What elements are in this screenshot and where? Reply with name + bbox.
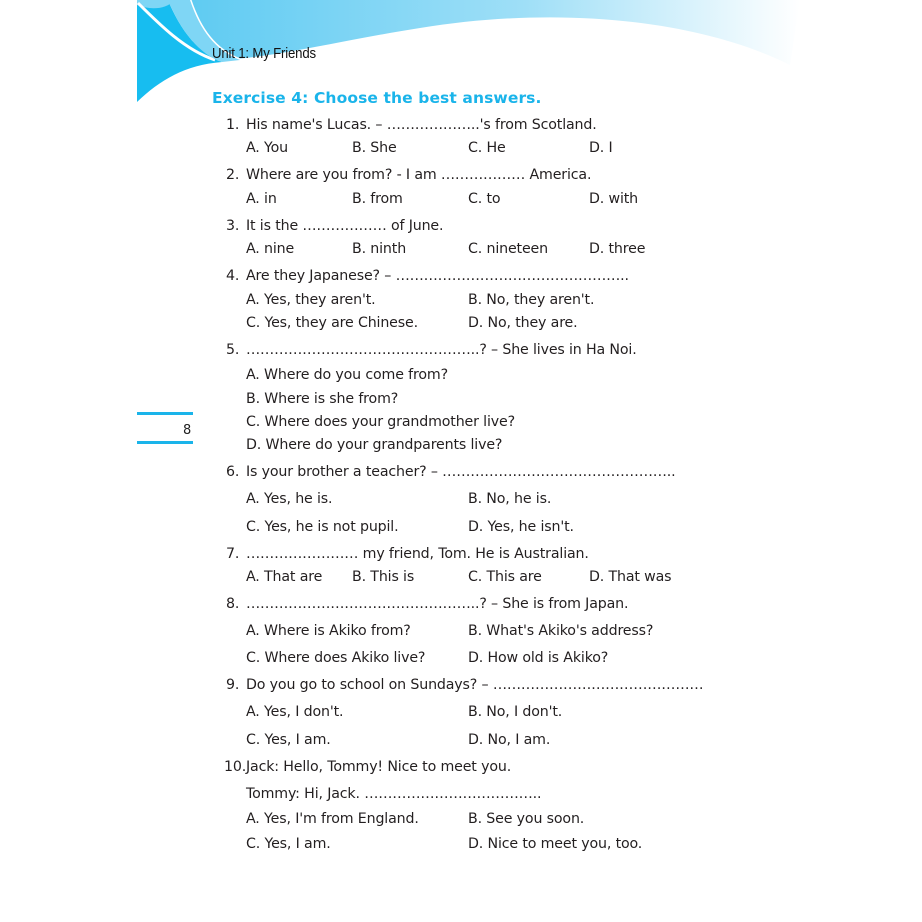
page-number: 8: [183, 423, 192, 438]
question-number: 4.: [226, 268, 240, 284]
option-d[interactable]: D. with: [589, 191, 638, 207]
option-b[interactable]: B. See you soon.: [468, 811, 585, 827]
option-d[interactable]: D. I: [589, 140, 613, 156]
question-number: 1.: [226, 117, 240, 133]
question-text: Jack: Hello, Tommy! Nice to meet you.: [246, 759, 512, 775]
option-d[interactable]: D. Yes, he isn't.: [468, 519, 574, 535]
option-c[interactable]: C. to: [468, 191, 501, 207]
question-text: It is the ……………… of June.: [246, 218, 444, 234]
option-b[interactable]: B. No, he is.: [468, 491, 552, 507]
option-d[interactable]: D. Nice to meet you, too.: [468, 836, 643, 852]
question-text: Is your brother a teacher? – …………………………………………..: [246, 464, 676, 480]
question-number: 3.: [226, 218, 240, 234]
option-b[interactable]: B. No, I don't.: [468, 704, 563, 720]
page-number-rule-bottom: [137, 441, 193, 444]
question-text: …………………………………………..? – She lives in Ha Noi.: [246, 342, 637, 358]
option-b[interactable]: B. from: [352, 191, 403, 207]
option-b[interactable]: B. No, they aren't.: [468, 292, 595, 308]
option-a[interactable]: A. Yes, I don't.: [246, 704, 344, 720]
option-a[interactable]: A. nine: [246, 241, 295, 257]
question-number: 6.: [226, 464, 240, 480]
option-b[interactable]: B. What's Akiko's address?: [468, 623, 654, 639]
option-b[interactable]: B. Where is she from?: [246, 391, 399, 407]
option-a[interactable]: A. Yes, I'm from England.: [246, 811, 419, 827]
option-c[interactable]: C. This are: [468, 569, 542, 585]
unit-title: Unit 1: My Friends: [212, 45, 316, 62]
option-a[interactable]: A. Yes, they aren't.: [246, 292, 376, 308]
option-c[interactable]: C. nineteen: [468, 241, 548, 257]
option-c[interactable]: C. Yes, I am.: [246, 836, 331, 852]
option-d[interactable]: D. No, I am.: [468, 732, 551, 748]
option-c[interactable]: C. Yes, I am.: [246, 732, 331, 748]
question-number: 7.: [226, 546, 240, 562]
option-a[interactable]: A. Where is Akiko from?: [246, 623, 411, 639]
question-number: 5.: [226, 342, 240, 358]
option-b[interactable]: B. She: [352, 140, 397, 156]
question-text: …………………… my friend, Tom. He is Australian.: [246, 546, 589, 562]
question-text: …………………………………………..? – She is from Japan.: [246, 596, 629, 612]
question-number: 8.: [226, 596, 240, 612]
option-c[interactable]: C. Where does your grandmother live?: [246, 414, 515, 430]
option-a[interactable]: A. Yes, he is.: [246, 491, 333, 507]
option-d[interactable]: D. Where do your grandparents live?: [246, 437, 503, 453]
option-c[interactable]: C. Where does Akiko live?: [246, 650, 426, 666]
page-number-rule-top: [137, 412, 193, 415]
option-d[interactable]: D. That was: [589, 569, 672, 585]
option-c[interactable]: C. Yes, he is not pupil.: [246, 519, 399, 535]
option-d[interactable]: D. three: [589, 241, 646, 257]
question-number: 2.: [226, 167, 240, 183]
option-a[interactable]: A. You: [246, 140, 289, 156]
option-c[interactable]: C. He: [468, 140, 506, 156]
option-a[interactable]: A. Where do you come from?: [246, 367, 448, 383]
exercise-title: Exercise 4: Choose the best answers.: [212, 89, 542, 107]
option-b[interactable]: B. This is: [352, 569, 415, 585]
option-d[interactable]: D. No, they are.: [468, 315, 578, 331]
option-a[interactable]: A. in: [246, 191, 277, 207]
question-text: Are they Japanese? – …………………………………………..: [246, 268, 629, 284]
question-text: Where are you from? - I am ……………… America.: [246, 167, 592, 183]
option-a[interactable]: A. That are: [246, 569, 323, 585]
option-d[interactable]: D. How old is Akiko?: [468, 650, 609, 666]
option-b[interactable]: B. ninth: [352, 241, 407, 257]
question-number: 9.: [226, 677, 240, 693]
question-text: His name's Lucas. – ………………..'s from Scotland.: [246, 117, 597, 133]
question-number: 10.: [224, 759, 247, 775]
question-text-line2: Tommy: Hi, Jack. ………………………………..: [246, 786, 542, 802]
question-text: Do you go to school on Sundays? – ………………………………………: [246, 677, 704, 693]
option-c[interactable]: C. Yes, they are Chinese.: [246, 315, 418, 331]
